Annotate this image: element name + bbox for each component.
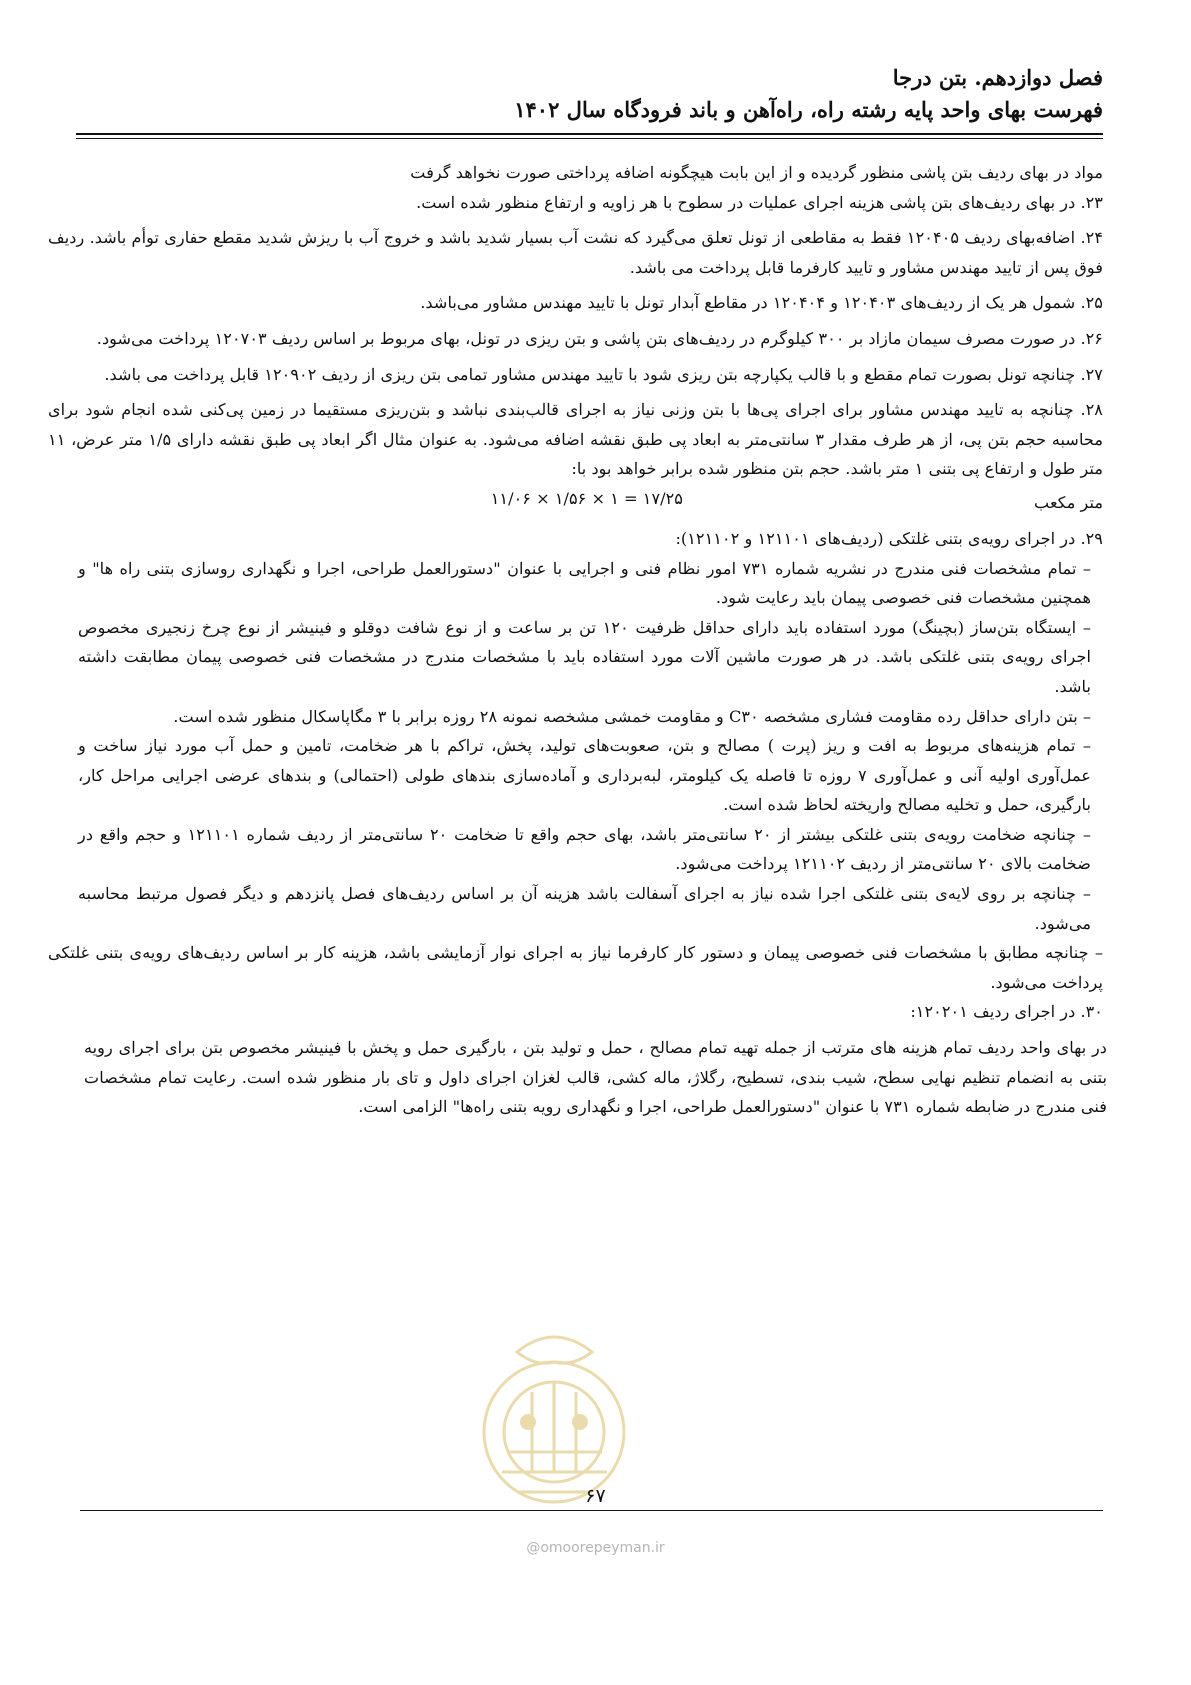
list-item: – تمام مشخصات فنی مندرج در نشریه شماره ۷۳۱ امور نظام فنی و اجرایی با عنوان "دستورالعمل طراحی، اجرا و نگهداری روسازی بتنی راه ها" و همچنین مشخصات فنی خصوصی پیمان باید رعایت شود. bbox=[78, 558, 1092, 608]
paragraph-26: ۲۶. در صورت مصرف سیمان مازاد بر ۳۰۰ کیلوگرم در ردیف‌های بتن پاشی و بتن ریزی در تونل، بهای مربوط بر اساس ردیف ۱۲۰۷۰۳ پرداخت می‌شود. bbox=[96, 328, 1103, 348]
page-header bbox=[80, 62, 1103, 126]
document-subtitle: فهرست بهای واحد پایه رشته راه، راه‌آهن و باند فرودگاه سال ۱۴۰۲ bbox=[514, 97, 1103, 122]
paragraph-28: ۲۸. چنانچه به تایید مهندس مشاور برای اجرای پی‌ها با بتن وزنی نیاز به اجرای قالب‌بندی نباشد و بتن‌ریزی مستقیما در زمین پی‌کنی شده انجام شود برای محاسبه حجم بتن پی، از هر طرف مقدار ۳ سانتی‌متر به ابعاد پی طبق نقشه اضافه می‌شود. به عنوان مثال اگر ابعاد پی طبق نقشه دارای ۱/۵ متر عرض، ۱۱ متر طول و ارتفاع پی بتنی ۱ متر باشد. حجم بتن منظور شده برابر خواهد بود با: bbox=[48, 400, 1103, 479]
paragraph-23: ۲۳. در بهای ردیف‌های بتن پاشی هزینه اجرای عملیات در سطوح با هر زاویه و ارتفاع منظور شده است. bbox=[416, 192, 1103, 212]
list-item: – چنانچه بر روی لایه‌ی بتنی غلتکی اجرا شده نیاز به اجرای آسفالت باشد هزینه آن بر اساس ردیف‌های فصل پانزدهم و دیگر فصول مرتبط محاسبه می‌شود. bbox=[78, 884, 1091, 933]
paragraph-24: ۲۴. اضافه‌بهای ردیف ۱۲۰۴۰۵ فقط به مقاطعی از تونل تعلق می‌گیرد که نشت آب بسیار شدید باشد و خروج آب با ریزش شدید مقطع حفاری توأم باشد. ردیف فوق پس از تایید مهندس مشاور و تایید کارفرما قابل پرداخت می باشد. bbox=[48, 228, 1104, 277]
volume-formula: ۱۱/۰۶ × ۱/۵۶ × ۱ = ۱۷/۲۵ bbox=[490, 488, 683, 508]
list-item-last: – چنانچه مطابق با مشخصات فنی خصوصی پیمان و دستور کار کارفرما نیاز به اجرای نوار آزمایشی باشد، هزینه کار بر اساس ردیف‌های رویه‌ی بتنی غلتکی پرداخت می‌شود. bbox=[48, 943, 1103, 992]
intro-paragraph: مواد در بهای ردیف بتن پاشی منظور گردیده و از این بابت هیچگونه اضافه پرداختی صورت نخواهد گرفت bbox=[410, 163, 1103, 182]
footer-rule bbox=[80, 1510, 1103, 1511]
website-watermark: @omoorepeyman.ir bbox=[526, 1540, 665, 1556]
formula-unit: متر مکعب bbox=[1034, 492, 1103, 512]
chapter-title: فصل دوازدهم. بتن درجا bbox=[892, 65, 1103, 90]
paragraph-29: ۲۹. در اجرای رویه‌ی بتنی غلتکی (ردیف‌های ۱۲۱۱۰۱ و ۱۲۱۱۰۲): bbox=[675, 528, 1103, 548]
volume-formula-row bbox=[48, 484, 1103, 518]
paragraph-25: ۲۵. شمول هر یک از ردیف‌های ۱۲۰۴۰۳ و ۱۲۰۴۰۴ در مقاطع آبدار تونل با تایید مهندس مشاور می‌باشد. bbox=[420, 293, 1103, 313]
header-rule-thin bbox=[76, 138, 1103, 139]
paragraph-30-body: در بهای واحد ردیف تمام هزینه های مترتب از جمله تهیه تمام مصالح ، حمل و تولید بتن ، بارگیری حمل و پخش با فینیشر مخصوص بتن برای اجرای رویه بتنی به انضمام تنظیم نهایی سطح، شیب بندی، تسطیح، رگلاژ، ماله کشی، قالب لغزان اجرای داول و تای بار منظور شده است. رعایت تمام مشخصات فنی مندرج در ضابطه شماره ۷۳۱ با عنوان "دستورالعمل طراحی، اجرا و نگهداری رویه بتنی راه‌ها" الزامی است. bbox=[84, 1038, 1107, 1117]
page-number: ۶۷ bbox=[585, 1485, 606, 1507]
header-rule-thick bbox=[76, 133, 1103, 135]
paragraph-30: ۳۰. در اجرای ردیف ۱۲۰۲۰۱: bbox=[910, 1002, 1103, 1022]
list-item: – تمام هزینه‌های مربوط به افت و ریز (پرت ) مصالح و بتن، صعوبت‌های تولید، پخش، تراکم با هر ضخامت، تامین و حمل آب مورد نیاز ساخت و عمل‌آوری اولیه آنی و عمل‌آوری ۷ روزه تا فاصله یک کیلومتر، لبه‌برداری و آماده‌سازی بندهای طولی (احتمالی) و بندهای عرضی اجرایی مراحل کار، بارگیری، حمل و تخلیه مصالح واریخته لحاظ شده است. bbox=[78, 736, 1091, 815]
list-item: – بتن دارای حداقل رده مقاومت فشاری مشخصه C۳۰ و مقاومت خمشی مشخصه نمونه ۲۸ روزه برابر با ۳ مگاپاسکال منظور شده است. bbox=[173, 706, 1091, 726]
list-item: – ایستگاه بتن‌ساز (بچینگ) مورد استفاده باید دارای حداقل ظرفیت ۱۲۰ تن بر ساعت و از نوع شافت دوقلو و فینیشر از نوع چرخ زنجیری مخصوص اجرای رویه‌ی بتنی غلتکی باشد. در هر صورت ماشین آلات مورد استفاده باید با مشخصات مندرج در مشخصات فنی خصوصی پیمان مطابقت داشته باشد. bbox=[78, 617, 1091, 696]
paragraph-27: ۲۷. چنانچه تونل بصورت تمام مقطع و با قالب یکپارچه بتن ریزی شود با تایید مهندس مشاور تمامی بتن ریزی از ردیف ۱۲۰۹۰۲ قابل پرداخت می باشد. bbox=[104, 364, 1103, 384]
list-item: – چنانچه ضخامت رویه‌ی بتنی غلتکی بیشتر از ۲۰ سانتی‌متر باشد، بهای حجم واقع تا ضخامت ۲۰ سانتی‌متر از ردیف شماره ۱۲۱۱۰۱ و حجم واقع در ضخامت بالای ۲۰ سانتی‌متر از ردیف ۱۲۱۱۰۲ پرداخت می‌شود. bbox=[78, 824, 1091, 874]
main-content bbox=[48, 158, 1107, 1122]
